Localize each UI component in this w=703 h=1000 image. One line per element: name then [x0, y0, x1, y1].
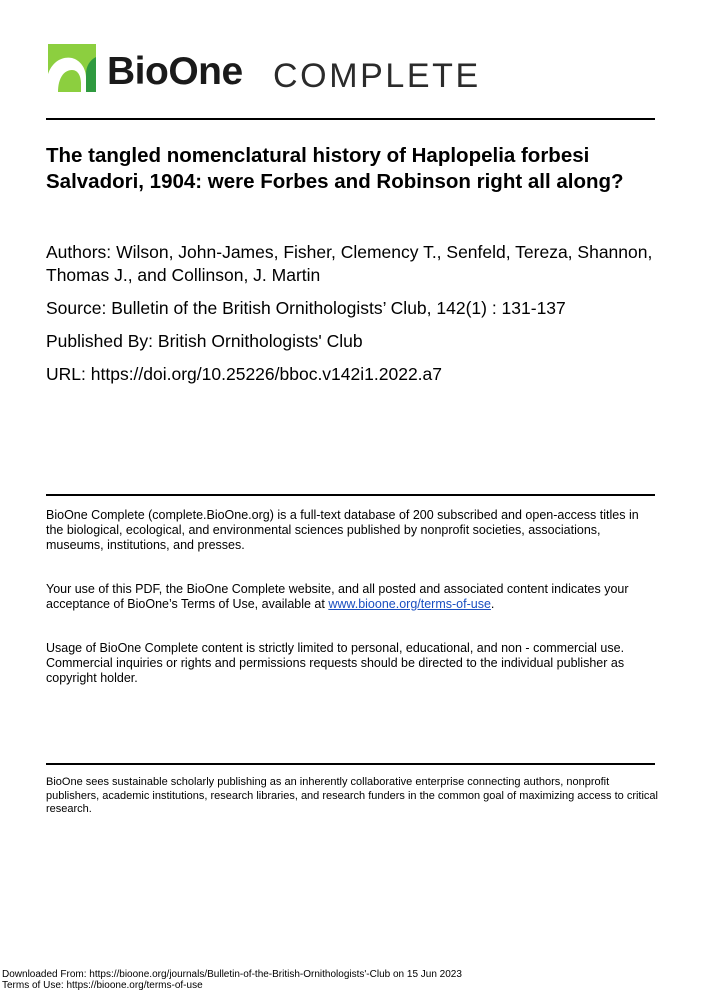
published-by-label: Published By:: [46, 331, 154, 351]
bioone-logo-mark-icon: [48, 44, 96, 92]
mission-statement: BioOne sees sustainable scholarly publishing as an inherently collaborative enterprise connecting authors, nonprofit publishers, academic institutions, research libraries, and research funders in the common goal of maximizing access to critical research.: [46, 776, 658, 815]
source-label: Source:: [46, 298, 107, 318]
terms-of-use-footer: Terms of Use: https://bioone.org/terms-of-use: [2, 980, 203, 991]
middle-divider: [46, 494, 655, 496]
terms-notice-end: .: [490, 597, 495, 611]
source-value: Bulletin of the British Ornithologists’ Club, 142(1) : 131-137: [111, 298, 566, 318]
terms-notice: [46, 582, 658, 612]
database-description: BioOne Complete (complete.BioOne.org) is a full-text database of 200 subscribed and open-access titles in the biological, ecological, and environmental sciences published by nonprofit societies, associations, museums, institutions, and presses.: [46, 508, 639, 552]
published-by-value: British Ornithologists' Club: [157, 331, 363, 351]
authors-line: [46, 241, 658, 287]
bottom-divider: [46, 763, 655, 765]
article-url[interactable]: https://doi.org/10.25226/bboc.v142i1.2022.a7: [90, 364, 442, 384]
authors-label: Authors:: [46, 242, 112, 262]
terms-of-use-link[interactable]: www.bioone.org/terms-of-use: [328, 597, 491, 611]
terms-notice-text: Your use of this PDF, the BioOne Complete website, and all posted and associated content indicates your acceptance of BioOne’s Terms of Use, available at: [46, 582, 629, 611]
article-title: The tangled nomenclatural history of Haplopelia forbesi Salvadori, 1904: were Forbes and Robinson right all along?: [46, 144, 624, 193]
logo-product-text: COMPLETE: [273, 57, 481, 95]
source-line: [46, 297, 658, 320]
url-line: [46, 363, 658, 386]
download-source: Downloaded From: https://bioone.org/journals/Bulletin-of-the-British-Ornithologists'-Club on 15 Jun 2023: [2, 969, 462, 980]
url-label: URL:: [46, 364, 86, 384]
authors-value: Wilson, John-James, Fisher, Clemency T., Senfeld, Tereza, Shannon, Thomas J., and Collinson, J. Martin: [46, 242, 653, 285]
usage-restriction: Usage of BioOne Complete content is strictly limited to personal, educational, and non - commercial use. Commercial inquiries or rights and permissions requests should be directed to the individual publisher as copyright holder.: [46, 641, 625, 685]
published-by-line: [46, 330, 658, 353]
top-divider: [46, 118, 655, 120]
logo-brand-text: BioOne: [107, 50, 243, 93]
